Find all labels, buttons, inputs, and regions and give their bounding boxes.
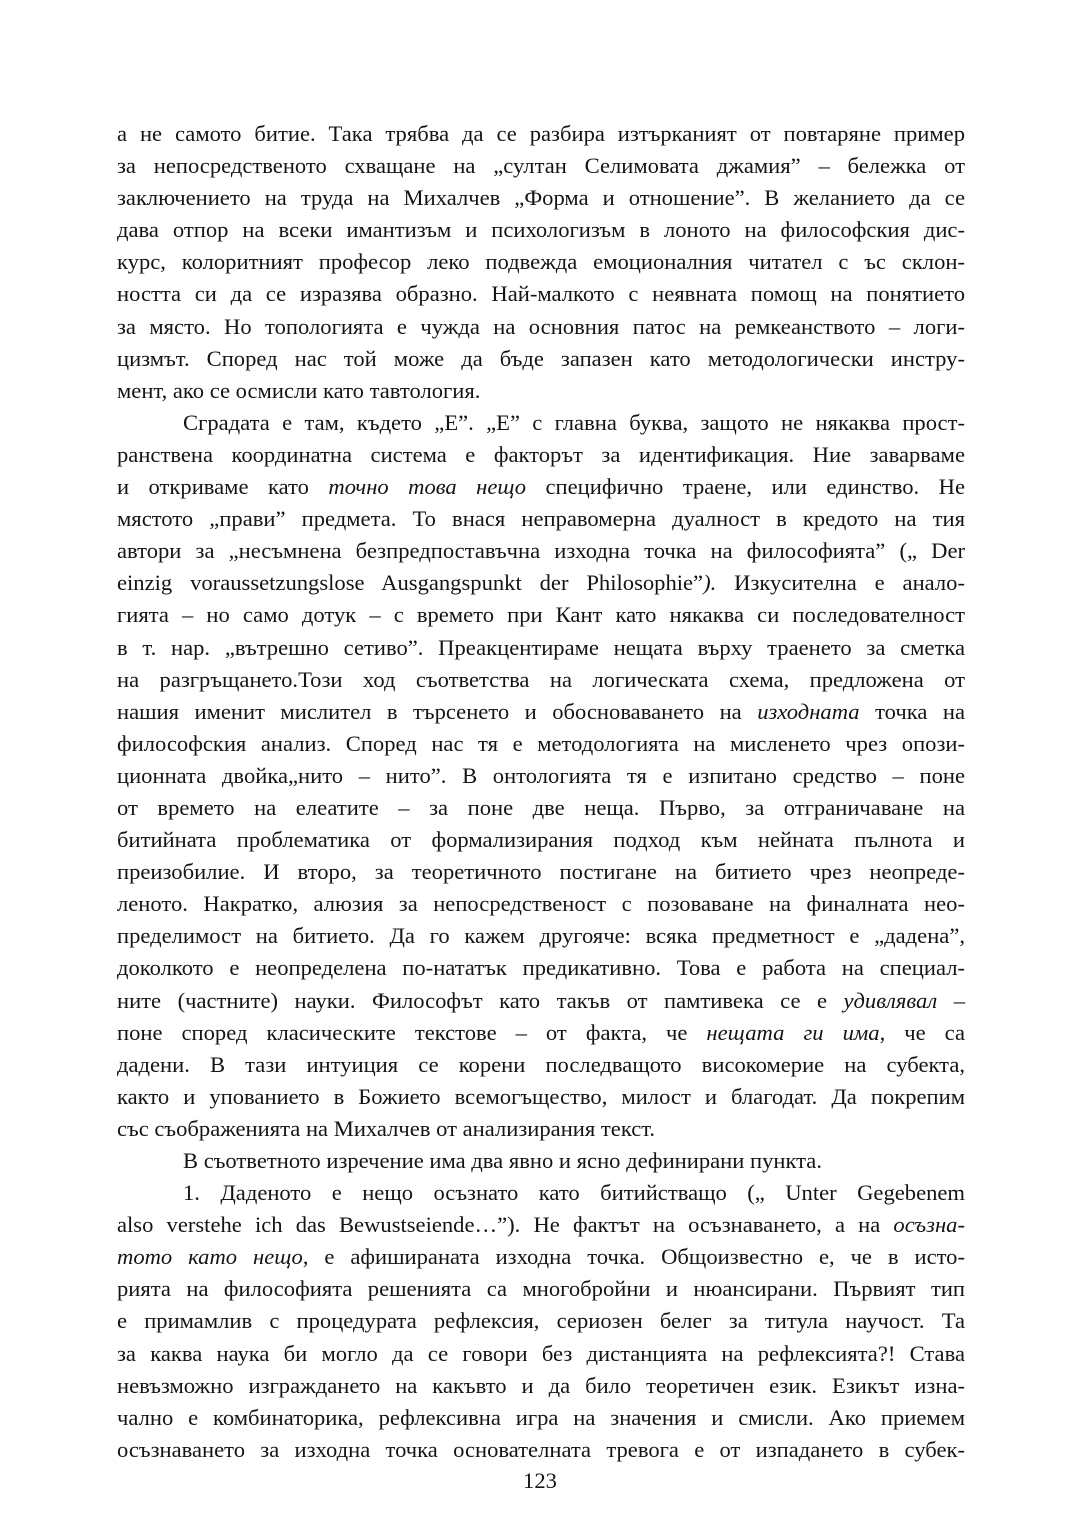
text-line: ността си да се изразява образно. Най-малкото с неявната помощ на понятието (117, 281, 965, 307)
text-line: за каква наука би могло да се говори без дистанцията на рефлексията?! Става (117, 1340, 965, 1366)
text-line: пределимост на битието. Да го кажем другояче: всяка предметност е „дадена”, (117, 923, 965, 949)
text-line (117, 1241, 965, 1273)
text-line: дадени. В тази интуиция се корени последващото високомерие на субекта, (117, 1051, 965, 1077)
text-line: философския анализ. Според нас тя е методологията на мисленето чрез опози- (117, 730, 965, 756)
text-segment: и откриваме като (117, 474, 329, 500)
italic-emphasis: удивлявал (843, 987, 938, 1013)
text-line: битийната проблематика от формализирания подход към нейната пълнота и (117, 827, 965, 853)
text-segment: специфично траене, или единство. Не (526, 474, 966, 500)
text-line: в т. нар. „вътрешно сетиво”. Преакцентираме нещата върху траенето за сметка (117, 634, 965, 660)
text-segment: точка на (859, 698, 965, 724)
text-line: осъзнаването за изходна точка основателната тревога е от изпадането в субек- (117, 1436, 965, 1462)
text-line: Сградата е там, където „Е”. „Е” с главна буква, защото не някаква прост- (183, 409, 965, 435)
text-segment: нашия именит мислител в търсенето и обосноваването на (117, 698, 758, 724)
text-line: 1. Даденото е нещо осъзнато като битийстващо („ Unter Gegebenem (183, 1180, 965, 1206)
text-line: В съответното изречение има два явно и ясно дефинирани пункта. (183, 1148, 822, 1173)
text-line: доколкото е неопределена по-нататък предикативно. Това е работа на специал- (117, 955, 965, 981)
text-line (117, 471, 965, 503)
text-segment: поне според класическите текстове – от факта, че (117, 1019, 707, 1045)
text-line: ционната двойка„нито – нито”. В онтологията тя е изпитано средство – поне (117, 762, 965, 788)
text-line: е примамлив с процедурата рефлексия, сериозен белег за титула научост. Та (117, 1308, 965, 1334)
italic-emphasis: нещата ги има (706, 1019, 880, 1045)
text-line: както и упованието в Божието всемогъщество, милост и благодат. Да покрепим (117, 1083, 965, 1109)
text-line: автори за „несъмнена безпредпоставъчна изходна точка на философията” („ Der (117, 538, 965, 564)
text-line: невъзможно изграждането на какъвто и да било теоретичен език. Езикът изна- (117, 1372, 965, 1398)
italic-emphasis: изходната (757, 698, 860, 724)
text-line: заключението на труда на Михалчев „Форма и отношение”. В желанието да се (117, 185, 965, 211)
text-line: на разгръщането.Този ход съответства на логическата схема, предложена от (117, 666, 965, 692)
italic-emphasis: ). (703, 570, 717, 596)
text-line: рията на философията решенията са многобройни и нюансирани. Първият тип (117, 1276, 965, 1302)
text-line (117, 696, 965, 728)
text-segment: Изкусителна е анало- (716, 570, 966, 596)
text-line: а не самото битие. Така трябва да се разбира изтърканият от повтаряне пример (117, 121, 965, 146)
text-segment: also verstehe ich das Bewustseiende…”). Не фактът на осъзнаването, а на (117, 1212, 894, 1238)
text-line: мястото „прави” предмета. То внася неправомерна дуалност в кредото на тия (117, 506, 965, 532)
italic-emphasis: осъзна- (893, 1212, 965, 1238)
text-line: от времето на елеатите – за поне две неща. Първо, за отграничаване на (117, 794, 965, 820)
text-line: чално е комбинаторика, рефлексивна игра на значения и смисли. Ако приемем (117, 1404, 965, 1430)
text-segment: , че са (879, 1019, 966, 1045)
italic-emphasis: точно това нещо (328, 474, 527, 500)
text-line: курс, колоритният професор леко подвежда емоционалния читател с ъс склон- (117, 249, 965, 275)
text-line (117, 1017, 965, 1049)
page-number: 123 (523, 1468, 557, 1493)
text-line: ранствена координатна система е факторът за идентификация. Ние заварваме (117, 441, 965, 467)
italic-emphasis: тото като нещо (117, 1244, 303, 1270)
text-line: за непосредственото схващане на „султан Селимовата джамия” – бележка от (117, 153, 965, 179)
text-segment: ните (частните) науки. Философът като такъв от памтивека се е (117, 987, 844, 1013)
text-line: мент, ако се осмисли като тавтология. (117, 377, 481, 403)
text-segment: – (937, 987, 965, 1013)
text-line: за място. Но топологията е чужда на основния патос на ремкеанството – логи- (117, 313, 965, 339)
text-line: преизобилие. И второ, за теоретичното постигане на битието чрез неопреде- (117, 859, 965, 885)
body-text (117, 118, 965, 1466)
text-line (117, 985, 965, 1017)
text-line: цизмът. Според нас той може да бъде запазен като методологически инстру- (117, 345, 965, 371)
text-line: гията – но само дотук – с времето при Кант като някаква си последователност (117, 602, 965, 628)
text-line (117, 1209, 965, 1241)
text-line: дава отпор на всеки имантизъм и психологизъм в лоното на философския дис- (117, 217, 965, 243)
text-segment: , е афишираната изходна точка. Общоизвестно е, че в исто- (302, 1244, 965, 1270)
text-line: леното. Накратко, алюзия за непосредственост с позоваване на финалната нео- (117, 891, 965, 917)
text-line (117, 567, 965, 599)
text-segment: einzig voraussetzungslose Ausgangspunkt der Philosophie” (117, 570, 704, 596)
text-line: със съображенията на Михалчев от анализирания текст. (117, 1115, 656, 1141)
